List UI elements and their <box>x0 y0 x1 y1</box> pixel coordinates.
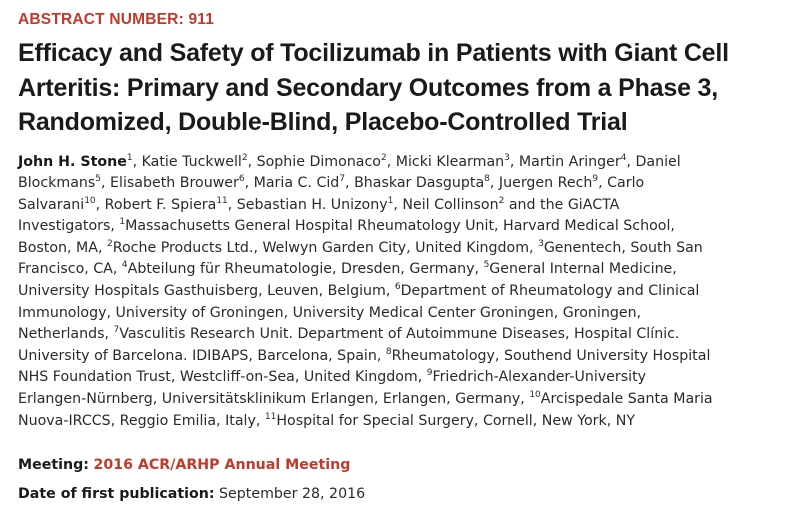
author-text: , Sebastian H. Unizony <box>227 196 388 213</box>
affiliation-marker: 1 <box>387 195 394 206</box>
affiliation-marker: 9 <box>592 174 599 185</box>
affiliation-marker: 7 <box>339 174 346 185</box>
affiliation-marker: 6 <box>238 174 245 185</box>
author-text: , Bhaskar Dasgupta <box>345 175 485 192</box>
author-text: Salvarani <box>18 196 85 213</box>
author-text: Netherlands, <box>18 326 114 343</box>
affiliation-marker: 10 <box>529 390 541 401</box>
author-text: Immunology, University of Groningen, University Medical Center Groningen, Groningen, <box>18 304 642 321</box>
lead-author: John H. Stone <box>18 153 127 170</box>
author-line <box>18 152 780 174</box>
affiliation-marker: 11 <box>264 411 277 422</box>
author-text: , Robert F. Spiera <box>95 196 217 213</box>
meeting-label: Meeting: <box>18 457 89 473</box>
author-line <box>18 346 780 368</box>
author-text: , Elisabeth Brouwer <box>101 175 239 192</box>
author-text: , Micki Klearman <box>386 153 505 170</box>
meeting-link[interactable]: 2016 ACR/ARHP Annual Meeting <box>93 457 351 473</box>
publication-date-value: September 28, 2016 <box>219 486 366 502</box>
author-text: Hospital for Special Surgery, Cornell, New York, NY <box>276 412 636 429</box>
affiliation-marker: 4 <box>620 152 627 163</box>
affiliation-marker: 4 <box>121 260 128 271</box>
affiliation-marker: 2 <box>380 152 387 163</box>
author-text: , Katie Tuckwell <box>132 153 242 170</box>
abstract-page <box>18 0 780 502</box>
author-text: Abteilung für Rheumatologie, Dresden, Germany, <box>127 261 484 278</box>
affiliation-marker: 5 <box>483 260 490 271</box>
author-text: Nuova-IRCCS, Reggio Emilia, Italy, <box>18 412 265 429</box>
author-text: University Hospitals Gasthuisberg, Leuven, Belgium, <box>18 283 395 300</box>
author-line <box>18 389 780 411</box>
affiliation-marker: 3 <box>538 238 544 249</box>
title-line: Arteritis: Primary and Secondary Outcomes from a Phase 3, <box>18 73 718 102</box>
affiliation-marker: 8 <box>385 346 392 357</box>
author-text: Erlangen-Nürnberg, Universitätsklinikum Erlangen, Erlangen, Germany, <box>18 391 530 408</box>
author-text: , Sophie Dimonaco <box>247 153 381 170</box>
author-line <box>18 238 780 260</box>
affiliation-marker: 2 <box>241 152 248 163</box>
title-line: Efficacy and Safety of Tocilizumab in Patients with Giant Cell <box>18 39 729 67</box>
author-text: General Internal Medicine, <box>489 261 677 278</box>
author-text: Friedrich-Alexander-University <box>432 369 647 386</box>
author-text: Massachusetts General Hospital Rheumatology Unit, Harvard Medical School, <box>125 218 675 235</box>
affiliation-marker: 7 <box>113 325 120 336</box>
author-text: , Neil Collinson <box>393 196 499 213</box>
author-text: NHS Foundation Trust, Westcliff-on-Sea, United Kingdom, <box>18 369 427 386</box>
author-text: Investigators, <box>18 218 120 235</box>
affiliation-marker: 11 <box>216 195 228 206</box>
author-line <box>18 367 780 389</box>
author-affiliation-list <box>18 152 780 433</box>
abstract-number: ABSTRACT NUMBER: 911 <box>18 11 215 28</box>
affiliation-marker: 3 <box>504 152 510 163</box>
author-text: Rheumatology, Southend University Hospital <box>391 347 711 364</box>
author-line <box>18 281 780 303</box>
affiliation-marker: 5 <box>95 174 102 185</box>
author-text: Department of Rheumatology and Clinical <box>400 283 700 300</box>
author-text: , Juergen Rech <box>489 175 593 192</box>
affiliation-marker: 1 <box>126 152 133 163</box>
author-text: Arcispedale Santa Maria <box>540 391 713 408</box>
title-line: Randomized, Double-Blind, Placebo-Controlled Trial <box>18 108 628 136</box>
affiliation-marker: 10 <box>84 195 96 206</box>
publication-date-line <box>18 486 365 502</box>
author-line <box>18 324 780 346</box>
author-line <box>18 303 780 325</box>
author-line <box>18 411 780 433</box>
author-text: and the GiACTA <box>504 196 620 213</box>
author-text: Francisco, CA, <box>18 261 122 278</box>
affiliation-marker: 1 <box>119 217 126 228</box>
affiliation-marker: 2 <box>498 195 505 206</box>
author-line <box>18 216 780 238</box>
affiliation-marker: 2 <box>107 238 113 249</box>
affiliation-marker: 8 <box>484 174 490 185</box>
author-text: , Daniel <box>626 153 681 170</box>
meeting-line <box>18 457 350 473</box>
author-text: , Martin Aringer <box>509 153 621 170</box>
author-text: University of Barcelona. IDIBAPS, Barcelona, Spain, <box>18 347 386 364</box>
affiliation-marker: 6 <box>394 282 401 293</box>
author-text: Blockmans <box>18 175 96 192</box>
author-text: , Maria C. Cid <box>244 175 340 192</box>
affiliation-marker: 9 <box>426 368 433 379</box>
author-text: Roche Products Ltd., Welwyn Garden City, United Kingdom, <box>112 239 539 256</box>
author-line <box>18 259 780 281</box>
publication-date-label: Date of first publication: <box>18 486 215 502</box>
author-text: , Carlo <box>598 175 645 192</box>
author-line <box>18 173 780 195</box>
author-text: Genentech, South San <box>543 239 703 256</box>
author-text: Boston, MA, <box>18 239 108 256</box>
author-line <box>18 195 780 217</box>
author-text: Vasculitis Research Unit. Department of Autoimmune Diseases, Hospital Clínic. <box>119 326 680 343</box>
abstract-title <box>18 36 780 140</box>
